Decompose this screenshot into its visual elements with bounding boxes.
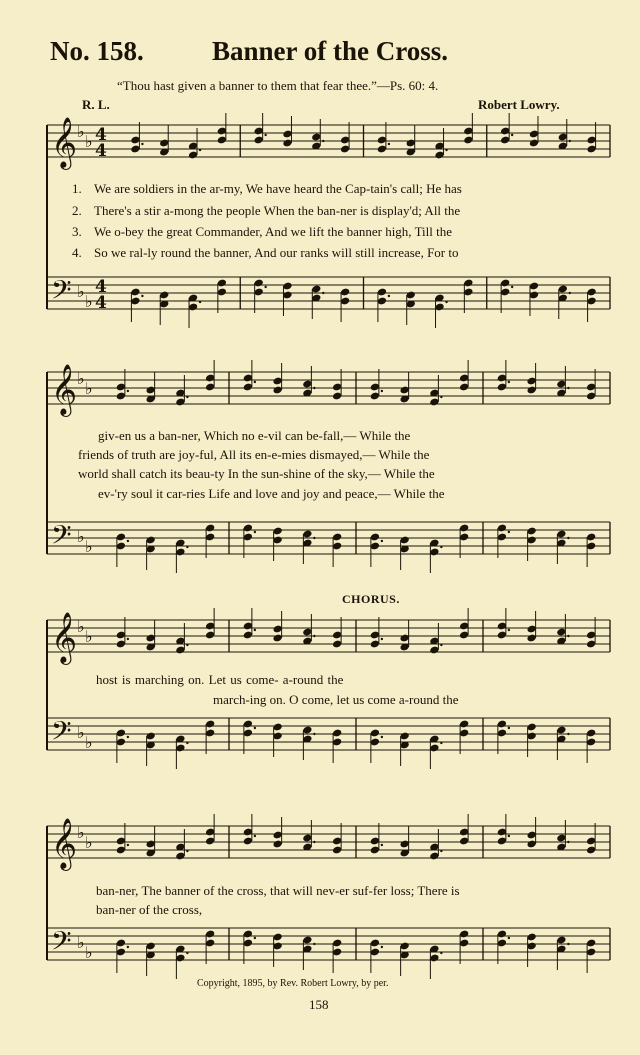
note-dot	[508, 727, 510, 729]
flat-icon: ♭	[77, 369, 85, 388]
page-number: 158	[309, 997, 329, 1012]
note-dot	[511, 134, 513, 136]
note-dot	[264, 134, 266, 136]
note-dot	[186, 644, 188, 646]
note-dot	[508, 937, 510, 939]
flat-icon: ♭	[77, 527, 85, 546]
note-dot	[388, 295, 390, 297]
note-dot	[381, 638, 383, 640]
copyright: Copyright, 1895, by Rev. Robert Lowry, by per.	[197, 978, 389, 989]
note-dot	[569, 140, 571, 142]
note-dot	[508, 629, 510, 631]
note-dot	[445, 149, 447, 151]
verse-3-line-2: world shall catch its beau-ty In the sun-shine of the sky,— While the	[78, 466, 435, 481]
note-dot	[254, 531, 256, 533]
note-dot	[313, 635, 315, 637]
system4-lyric-2: ban-ner of the cross,	[96, 902, 203, 917]
flat-icon: ♭	[85, 627, 93, 646]
flat-icon: ♭	[77, 617, 85, 636]
note-dot	[313, 733, 315, 735]
note-dot	[313, 537, 315, 539]
flat-icon: ♭	[77, 823, 85, 842]
bass-clef-icon: 𝄢	[51, 519, 72, 557]
system4-lyric-1: ban-ner, The banner of the cross, that will nev-er suf-fer loss; There is	[96, 883, 460, 898]
note-dot	[254, 629, 256, 631]
note-dot	[186, 396, 188, 398]
note-dot	[186, 850, 188, 852]
treble-clef-icon: 𝄞	[51, 364, 78, 415]
bass-clef-icon: 𝄢	[51, 715, 72, 753]
note-dot	[569, 292, 571, 294]
note-dot	[381, 540, 383, 542]
note-dot	[254, 727, 256, 729]
verse-2-line-2: friends of truth are joy-ful, All its en-e-mies dismayed,— While the	[78, 447, 430, 462]
author-initials: R. L.	[82, 97, 110, 112]
note-dot	[508, 835, 510, 837]
note-dot	[567, 537, 569, 539]
flat-icon: ♭	[77, 723, 85, 742]
flat-icon: ♭	[77, 933, 85, 952]
bass-clef-icon: 𝄢	[51, 274, 72, 312]
note-dot	[199, 301, 201, 303]
note-dot	[127, 638, 129, 640]
note-dot	[127, 844, 129, 846]
note-dot	[567, 733, 569, 735]
note-dot	[440, 742, 442, 744]
note-dot	[440, 644, 442, 646]
note-dot	[322, 140, 324, 142]
flat-icon: ♭	[85, 537, 93, 556]
note-dot	[264, 286, 266, 288]
note-dot	[567, 841, 569, 843]
note-dot	[313, 841, 315, 843]
note-dot	[127, 736, 129, 738]
hymn-title: Banner of the Cross.	[212, 36, 449, 66]
system3-lyric-2: march-ing on. O come, let us come a-round the	[213, 692, 459, 707]
flat-icon: ♭	[85, 292, 93, 311]
note-dot	[567, 387, 569, 389]
note-dot	[511, 286, 513, 288]
verse-2-line-1: 2. There's a stir a-mong the people When the ban-ner is display'd; All the	[72, 203, 461, 218]
time-signature-top: 4	[95, 125, 107, 145]
flat-icon: ♭	[85, 943, 93, 962]
note-dot	[388, 143, 390, 145]
note-dot	[440, 396, 442, 398]
note-dot	[199, 149, 201, 151]
note-dot	[445, 301, 447, 303]
note-dot	[322, 292, 324, 294]
note-dot	[440, 850, 442, 852]
note-dot	[127, 390, 129, 392]
note-dot	[186, 952, 188, 954]
note-dot	[141, 295, 143, 297]
time-signature-top: 4	[95, 277, 107, 297]
verse-4-line-2: ev-'ry soul it car-ries Life and love and joy and peace,— While the	[98, 486, 445, 501]
system3-lyric-1: host is marching on. Let us come- a-round the	[96, 672, 344, 687]
note-dot	[440, 546, 442, 548]
treble-clef-icon: 𝄞	[51, 612, 78, 663]
note-dot	[381, 390, 383, 392]
note-dot	[141, 143, 143, 145]
verse-1-line-2: giv-en us a ban-ner, Which no e-vil can be-fall,— While the	[98, 428, 411, 443]
flat-icon: ♭	[77, 122, 85, 141]
bass-clef-icon: 𝄢	[51, 925, 72, 963]
note-dot	[381, 736, 383, 738]
time-signature-bottom: 4	[95, 141, 107, 161]
hymn-number: No. 158.	[50, 36, 144, 66]
note-dot	[440, 952, 442, 954]
note-dot	[567, 635, 569, 637]
note-dot	[567, 943, 569, 945]
epigraph: “Thou hast given a banner to them that fear thee.”—Ps. 60: 4.	[117, 78, 439, 93]
flat-icon: ♭	[85, 733, 93, 752]
flat-icon: ♭	[77, 282, 85, 301]
flat-icon: ♭	[85, 833, 93, 852]
note-dot	[313, 387, 315, 389]
note-dot	[127, 946, 129, 948]
composer: Robert Lowry.	[478, 97, 560, 112]
flat-icon: ♭	[85, 379, 93, 398]
verse-3-line-1: 3. We o-bey the great Commander, And we lift the banner high, Till the	[72, 224, 453, 239]
note-dot	[254, 937, 256, 939]
time-signature-bottom: 4	[95, 293, 107, 313]
chorus-label: CHORUS.	[342, 592, 400, 606]
note-dot	[127, 540, 129, 542]
note-dot	[381, 946, 383, 948]
note-dot	[508, 531, 510, 533]
note-dot	[254, 835, 256, 837]
note-dot	[313, 943, 315, 945]
verse-1-line-1: 1. We are soldiers in the ar-my, We have heard the Cap-tain's call; He has	[72, 181, 462, 196]
flat-icon: ♭	[85, 132, 93, 151]
note-dot	[254, 381, 256, 383]
note-dot	[508, 381, 510, 383]
note-dot	[186, 742, 188, 744]
treble-clef-icon: 𝄞	[51, 117, 78, 168]
treble-clef-icon: 𝄞	[51, 818, 78, 869]
note-dot	[381, 844, 383, 846]
note-dot	[186, 546, 188, 548]
verse-4-line-1: 4. So we ral-ly round the banner, And our ranks will still increase, For to	[72, 245, 459, 260]
